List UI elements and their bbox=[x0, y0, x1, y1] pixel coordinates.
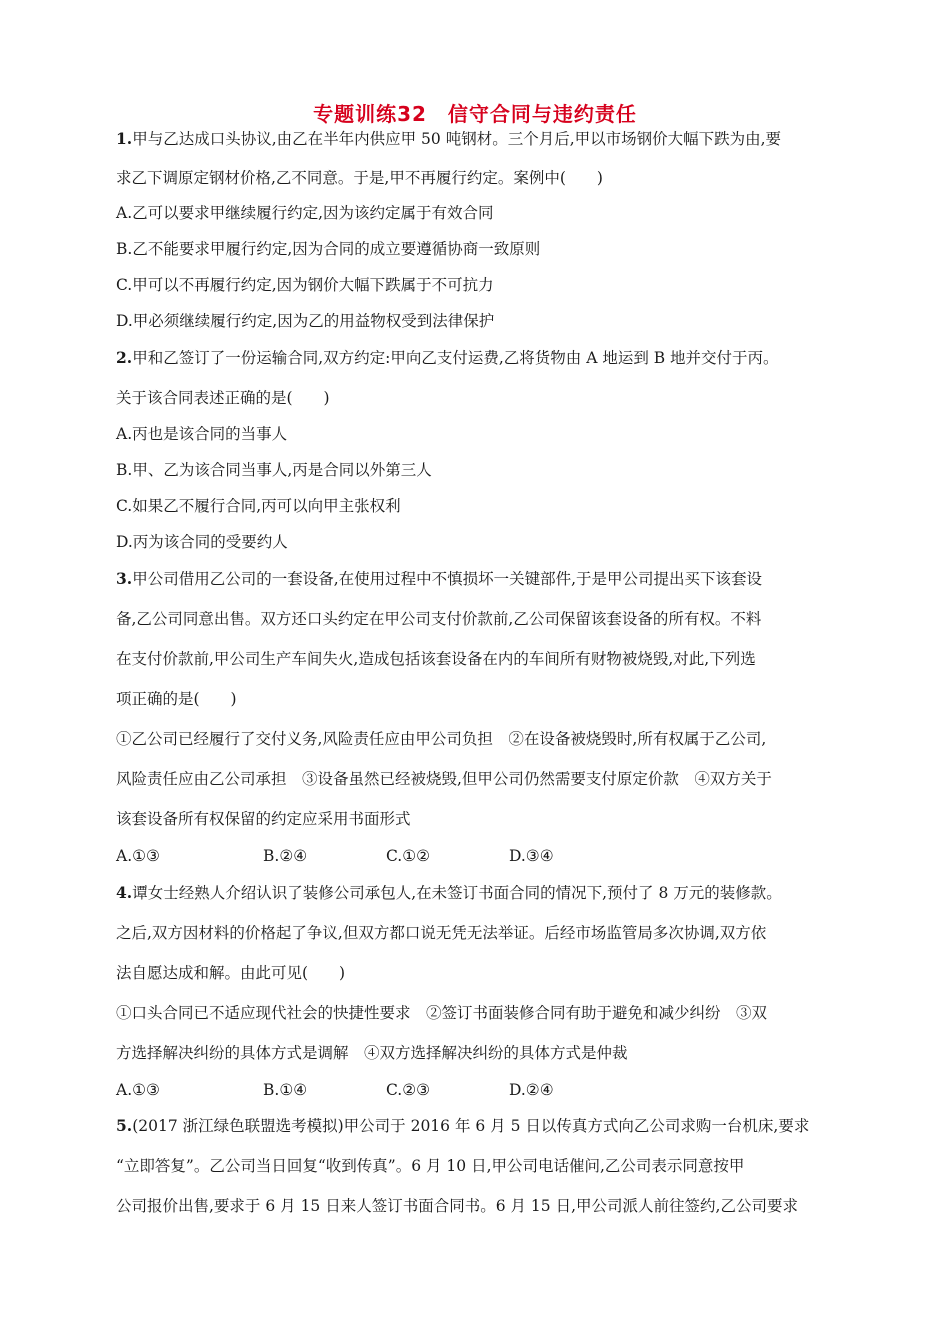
question-3-statements-line-3: 该套设备所有权保留的约定应采用书面形式 bbox=[116, 810, 411, 828]
question-1-stem-line-1: 1.甲与乙达成口头协议,由乙在半年内供应甲 50 吨钢材。三个月后,甲以市场钢价大幅下跌为由,要 bbox=[116, 129, 782, 148]
question-4-stem-line-2: 之后,双方因材料的价格起了争议,但双方都口说无凭无法举证。后经市场监管局多次协调,双方依 bbox=[116, 924, 767, 942]
page-title: 专题训练32 信守合同与违约责任 bbox=[313, 102, 637, 126]
question-number: 5. bbox=[116, 1116, 133, 1135]
question-5-stem-line-2: “立即答复”。乙公司当日回复“收到传真”。6 月 10 日,甲公司电话催问,乙公司表示同意按甲 bbox=[116, 1157, 745, 1175]
question-1-option-d: D.甲必须继续履行约定,因为乙的用益物权受到法律保护 bbox=[116, 312, 495, 330]
question-1-option-c: C.甲可以不再履行约定,因为钢价大幅下跌属于不可抗力 bbox=[116, 276, 494, 294]
question-3-stem-line-4: 项正确的是( ) bbox=[116, 690, 237, 708]
question-2-option-d: D.丙为该合同的受要约人 bbox=[116, 533, 288, 551]
question-4-option-b: B.①④ bbox=[263, 1081, 308, 1099]
question-3-option-d: D.③④ bbox=[509, 847, 554, 865]
question-5-stem-line-1: 5.(2017 浙江绿色联盟选考模拟)甲公司于 2016 年 6 月 5 日以传真方式向乙公司求购一台机床,要求 bbox=[116, 1116, 810, 1135]
question-4-option-d: D.②④ bbox=[509, 1081, 554, 1099]
question-4-statements-line-1: ①口头合同已不适应现代社会的快捷性要求 ②签订书面装修合同有助于避免和减少纠纷 ③双 bbox=[116, 1004, 768, 1022]
question-number: 4. bbox=[116, 883, 133, 902]
question-3-stem-line-1: 3.甲公司借用乙公司的一套设备,在使用过程中不慎损坏一关键部件,于是甲公司提出买下该套设 bbox=[116, 569, 763, 588]
question-4-option-c: C.②③ bbox=[386, 1081, 431, 1099]
question-2-option-c: C.如果乙不履行合同,丙可以向甲主张权利 bbox=[116, 497, 401, 515]
question-3-option-a: A.①③ bbox=[116, 847, 160, 865]
question-number: 2. bbox=[116, 348, 133, 367]
question-2-option-b: B.甲、乙为该合同当事人,丙是合同以外第三人 bbox=[116, 461, 432, 479]
question-1-option-b: B.乙不能要求甲履行约定,因为合同的成立要遵循协商一致原则 bbox=[116, 240, 541, 258]
question-2-stem-line-1: 2.甲和乙签订了一份运输合同,双方约定:甲向乙支付运费,乙将货物由 A 地运到 B 地并交付于丙。 bbox=[116, 348, 779, 367]
question-3-statements-line-2: 风险责任应由乙公司承担 ③设备虽然已经被烧毁,但甲公司仍然需要支付原定价款 ④双方关于 bbox=[116, 770, 772, 788]
question-3-option-b: B.②④ bbox=[263, 847, 308, 865]
question-1-option-a: A.乙可以要求甲继续履行约定,因为该约定属于有效合同 bbox=[116, 204, 494, 222]
question-3-option-c: C.①② bbox=[386, 847, 431, 865]
question-number: 3. bbox=[116, 569, 133, 588]
question-3-stem-line-2: 备,乙公司同意出售。双方还口头约定在甲公司支付价款前,乙公司保留该套设备的所有权。不料 bbox=[116, 610, 762, 628]
question-5-stem-line-3: 公司报价出售,要求于 6 月 15 日来人签订书面合同书。6 月 15 日,甲公司派人前往签约,乙公司要求 bbox=[116, 1197, 798, 1215]
question-number: 1. bbox=[116, 129, 133, 148]
question-1-stem-line-2: 求乙下调原定钢材价格,乙不同意。于是,甲不再履行约定。案例中( ) bbox=[116, 169, 603, 187]
question-4-statements-line-2: 方选择解决纠纷的具体方式是调解 ④双方选择解决纠纷的具体方式是仲裁 bbox=[116, 1044, 628, 1062]
question-4-stem-line-3: 法自愿达成和解。由此可见( ) bbox=[116, 964, 346, 982]
question-3-stem-line-3: 在支付价款前,甲公司生产车间失火,造成包括该套设备在内的车间所有财物被烧毁,对此,下列选 bbox=[116, 650, 756, 668]
question-4-option-a: A.①③ bbox=[116, 1081, 160, 1099]
question-4-stem-line-1: 4.谭女士经熟人介绍认识了装修公司承包人,在未签订书面合同的情况下,预付了 8 万元的装修款。 bbox=[116, 883, 782, 902]
question-3-statements-line-1: ①乙公司已经履行了交付义务,风险责任应由甲公司负担 ②在设备被烧毁时,所有权属于乙公司, bbox=[116, 730, 767, 748]
question-2-stem-line-2: 关于该合同表述正确的是( ) bbox=[116, 389, 330, 407]
question-2-option-a: A.丙也是该合同的当事人 bbox=[116, 425, 288, 443]
